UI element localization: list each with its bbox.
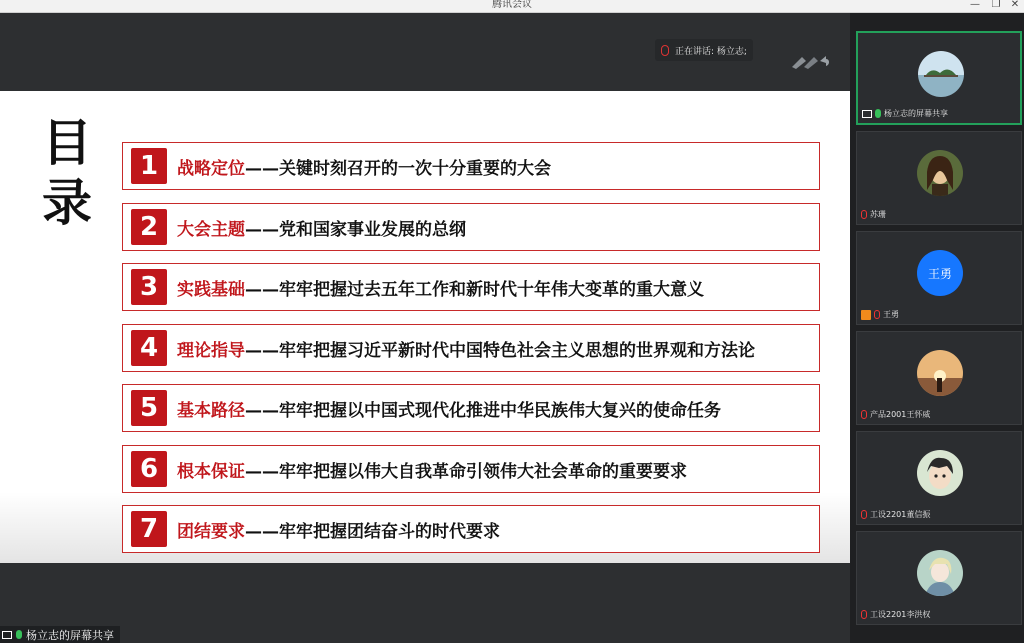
toc-lead: 基本路径 (177, 400, 245, 421)
toc-lead: 战略定位 (177, 158, 245, 179)
toc-text: ——牢牢把握过去五年工作和新时代十年伟大变革的重大意义 (245, 279, 704, 300)
presentation-slide (0, 91, 850, 563)
toc-item-6 (122, 445, 820, 493)
mic-muted-icon (861, 510, 867, 519)
toc-text: ——牢牢把握以伟大自我革命引领伟大社会革命的重要要求 (245, 461, 687, 482)
mic-on-icon (875, 109, 881, 118)
toc-number: 7 (131, 511, 167, 547)
avatar-initials: 王勇 (927, 266, 952, 281)
toc-text: ——牢牢把握以中国式现代化推进中华民族伟大复兴的使命任务 (245, 400, 721, 421)
toc-number: 1 (131, 148, 167, 184)
anime-avatar (917, 550, 963, 596)
screen-top-area (0, 13, 850, 91)
participant-name-row (861, 309, 899, 320)
toc-item-3 (122, 263, 820, 311)
toc-item-5 (122, 384, 820, 432)
participant-name-row (862, 108, 948, 119)
cartoon-avatar (917, 150, 963, 196)
mic-icon (661, 45, 669, 56)
toc-number: 3 (131, 269, 167, 305)
participant-name-row (861, 509, 930, 520)
participant-name-row (861, 409, 930, 420)
toc-number: 6 (131, 451, 167, 487)
speaking-indicator (655, 39, 753, 61)
speaking-label: 正在讲话: 杨立志; (675, 46, 747, 57)
mic-on-icon (16, 630, 22, 639)
toc-lead: 根本保证 (177, 461, 245, 482)
initials-avatar (917, 250, 963, 296)
slide-heading: 目录 (42, 114, 92, 232)
close-icon[interactable]: ✕ (1010, 0, 1020, 10)
toc-lead: 大会主题 (177, 219, 245, 240)
participant-name: 苏珊 (870, 210, 886, 219)
toc-text: ——关键时刻召开的一次十分重要的大会 (245, 158, 551, 179)
toc-text: ——牢牢把握团结奋斗的时代要求 (245, 521, 500, 542)
annotation-tools-icon[interactable] (790, 53, 830, 69)
mic-muted-icon (861, 210, 867, 219)
lake-photo-avatar (918, 51, 964, 97)
participant-tile[interactable] (856, 331, 1022, 425)
window-title: 腾讯会议 (492, 0, 532, 10)
host-icon (861, 310, 871, 320)
mic-muted-icon (861, 610, 867, 619)
anime-avatar (917, 450, 963, 496)
screen-share-icon (2, 631, 12, 639)
shared-screen (0, 13, 850, 643)
screen-bottom-area (0, 563, 850, 643)
participant-tile[interactable] (856, 531, 1022, 625)
toc-number: 5 (131, 390, 167, 426)
participant-name: 工设2201李洪权 (870, 610, 931, 619)
participant-name: 杨立志的屏幕共享 (884, 109, 948, 118)
participant-tile[interactable] (856, 431, 1022, 525)
toc-lead: 团结要求 (177, 521, 245, 542)
participant-tile[interactable] (856, 131, 1022, 225)
participant-name: 产品2001王怀威 (870, 410, 931, 419)
toc-lead: 理论指导 (177, 340, 245, 361)
toc-item-2 (122, 203, 820, 251)
mic-muted-icon (861, 410, 867, 419)
restore-icon[interactable]: ❐ (991, 0, 1001, 10)
participant-name-row (861, 209, 886, 220)
title-bar (0, 0, 1024, 13)
toc-item-1 (122, 142, 820, 190)
participant-name: 工设2201董信振 (870, 510, 931, 519)
toc-item-7 (122, 505, 820, 553)
minimize-icon[interactable]: — (970, 0, 980, 10)
participant-tile[interactable] (856, 31, 1022, 125)
toc-number: 4 (131, 330, 167, 366)
toc-text: ——党和国家事业发展的总纲 (245, 219, 466, 240)
toc-text: ——牢牢把握习近平新时代中国特色社会主义思想的世界观和方法论 (245, 340, 755, 361)
screen-share-icon (862, 110, 872, 118)
toc-number: 2 (131, 209, 167, 245)
participant-name: 王勇 (883, 310, 899, 319)
participant-tile[interactable] (856, 231, 1022, 325)
screen-share-label (0, 626, 120, 643)
mic-muted-icon (874, 310, 880, 319)
participant-name-row (861, 609, 930, 620)
toc-lead: 实践基础 (177, 279, 245, 300)
sunset-photo-avatar (917, 350, 963, 396)
toc-item-4 (122, 324, 820, 372)
share-label-text: 杨立志的屏幕共享 (26, 628, 114, 642)
